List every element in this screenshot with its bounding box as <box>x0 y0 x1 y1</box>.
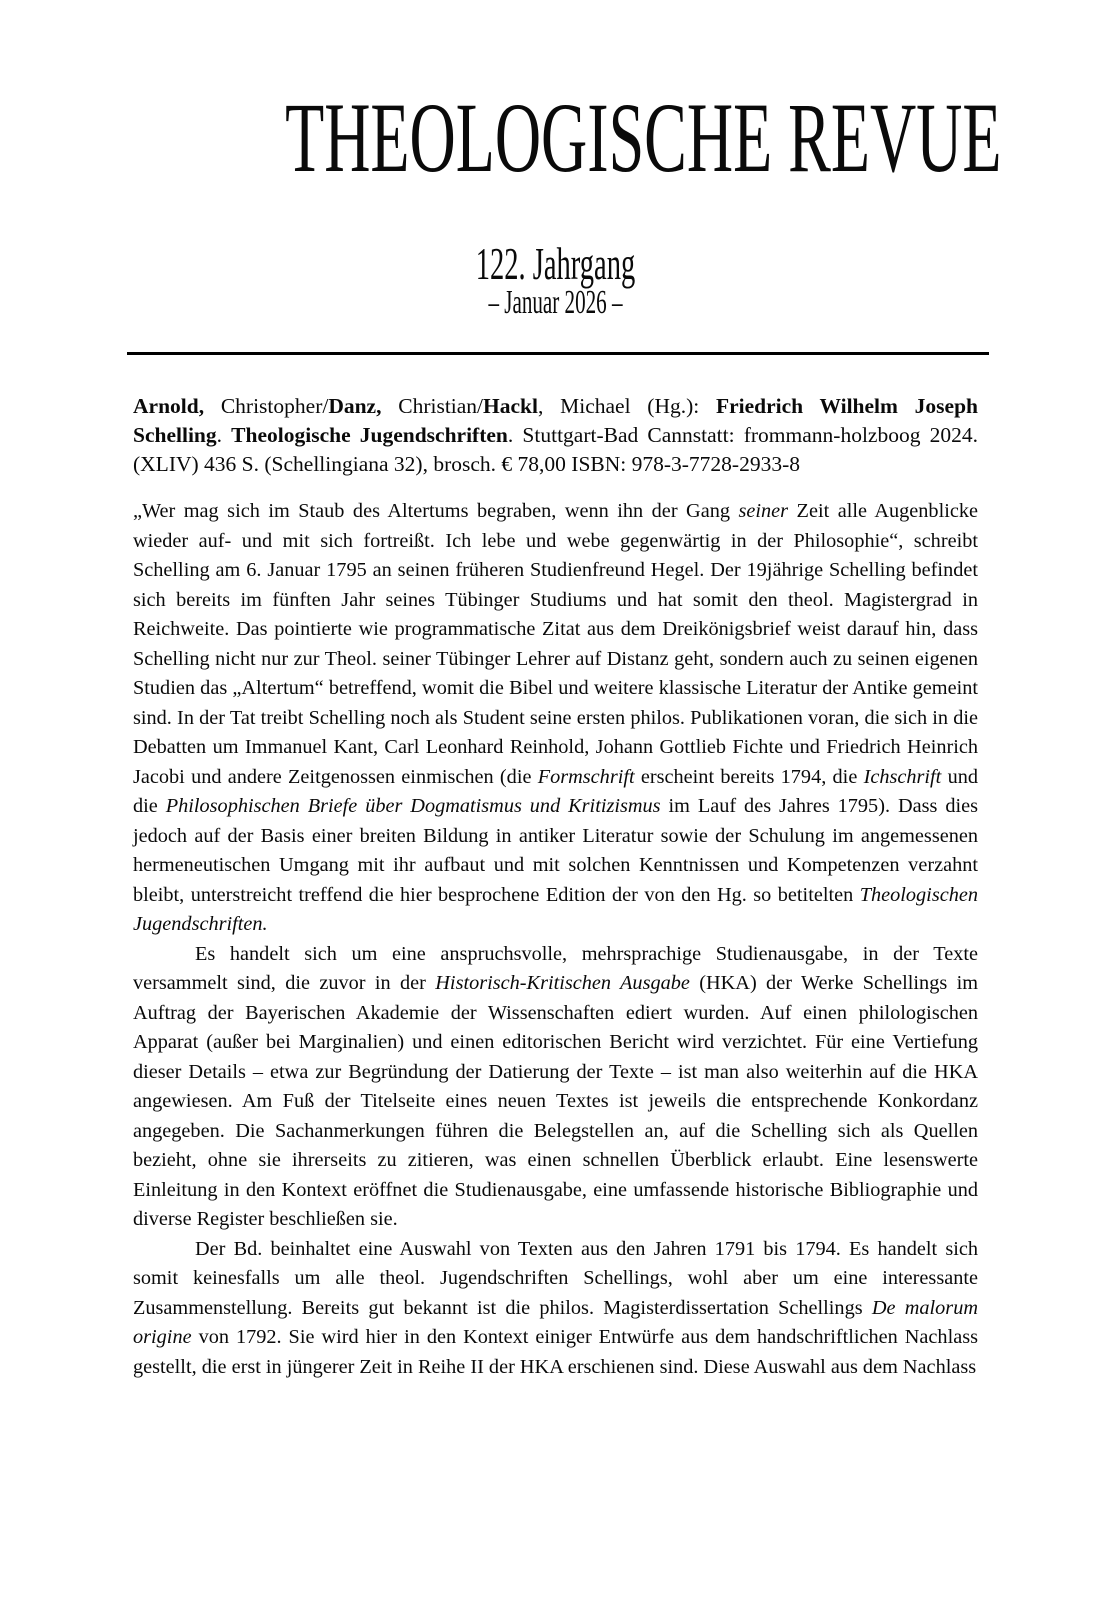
masthead <box>133 82 1002 321</box>
journal-title: THEOLOGISCHE REVUE <box>285 82 1002 193</box>
volume-line: 122. Jahrgang <box>475 238 636 289</box>
text-run: Danz, <box>328 394 382 418</box>
text-run: und die <box>133 765 978 817</box>
review-article <box>133 392 978 1382</box>
text-run: . Stuttgart-Bad Cannstatt: frommann-holzboog 2024. (XLIV) 436 S. (Schellingiana 32), brosch. € 78,00 ISBN: 978-3-7728-2933-8 <box>133 423 978 476</box>
review-paragraph-1 <box>133 497 978 940</box>
page-column <box>133 82 1002 1382</box>
text-run: . <box>216 423 232 447</box>
text-run: Philosophischen Briefe über Dogmatismus und Kritizismus <box>165 795 661 817</box>
text-run: Hackl <box>483 394 538 418</box>
text-run: erscheint bereits 1794, die <box>634 765 864 788</box>
text-run: Arnold, <box>133 394 205 418</box>
text-run: Theologischen Jugendschriften. <box>133 883 978 935</box>
text-run: Christian/ <box>381 394 484 418</box>
text-run: Friedrich Wilhelm Joseph Schelling <box>133 394 978 447</box>
text-run: Der Bd. beinhaltet eine Auswahl von Texten aus den Jahren 1791 bis 1794. Es handelt sich somit keinesfalls um alle theol. Jugendschriften Schellings, wohl aber um eine interessante Zusammenstellung. Bereits gut bekannt ist die philos. Magisterdissertation Schellings <box>133 1237 978 1319</box>
issue-date-line: – Januar 2026 – <box>488 284 623 321</box>
text-run: Es handelt sich um eine anspruchsvolle, mehrsprachige Studienausgabe, in der Texte versammelt sind, die zuvor in der <box>133 942 978 994</box>
text-run: Formschrift <box>537 765 635 788</box>
review-paragraph-3 <box>133 1235 978 1383</box>
text-run: Ichschrift <box>863 765 942 788</box>
text-run: , Michael (Hg.): <box>537 394 716 418</box>
text-run: Zeit alle Augenblicke wieder auf- und mit sich fortreißt. Ich lebe und webe gegenwärtig in der Philosophie“, schreibt Schelling am 6. Januar 1795 an seinen früheren Studienfreund Hegel. Der 19jährige Schelling befindet sich bereits im fünften Jahr seines Tübinger Studiums und hat somit den theol. Magistergrad in Reichweite. Das pointierte wie programmatische Zitat aus dem Dreikönigsbrief weist darauf hin, dass Schelling nicht nur zur Theol. seiner Tübinger Lehrer auf Distanz geht, sondern auch zu seinen eigenen Studien das „Altertum“ betreffend, womit die Bibel und weitere klassische Literatur der Antike gemeint sind. In der Tat treibt Schelling noch als Student seine ersten philos. Publikationen voran, die sich in die Debatten um Immanuel Kant, Carl Leonhard Reinhold, Johann Gottlieb Fichte und Friedrich Heinrich Jacobi und andere Zeitgenossen einmischen (die <box>133 500 978 788</box>
text-run: im Lauf des Jahres 1795). Dass dies jedoch auf der Basis einer breiten Bildung in antiker Literatur sowie der Schulung im angemessenen hermeneutischen Umgang mit ihr aufbaut und mit solchen Kenntnissen und Kompetenzen verzahnt bleibt, unterstreicht treffend die hier besprochene Edition der von den Hg. so betitelten <box>133 795 978 906</box>
masthead-divider <box>127 352 989 355</box>
text-run: von 1792. Sie wird hier in den Kontext einiger Entwürfe aus dem handschriftlichen Nachlass gestellt, die erst in jüngerer Zeit in Reihe II der HKA erschienen sind. Diese Auswahl aus dem Nachlass <box>133 1326 978 1378</box>
text-run: (HKA) der Werke Schellings im Auftrag der Bayerischen Akademie der Wissenschaften ediert wurden. Auf einen philologischen Apparat (außer bei Marginalien) und einen editorischen Bericht wird verzichtet. Für eine Vertiefung dieser Details – etwa zur Begründung der Datierung der Texte – ist man also weiterhin auf die HKA angewiesen. Am Fuß der Titelseite eines neuen Textes ist jeweils die entsprechende Konkordanz angegeben. Die Sachanmerkungen führen die Belegstellen an, auf die Schelling sich als Quellen bezieht, ohne sie ihrerseits zu zitieren, was einen schnellen Überblick erlaubt. Eine lesenswerte Einleitung in den Kontext eröffnet die Studienausgabe, eine umfassende historische Bibliographie und diverse Register beschließen sie. <box>133 972 978 1230</box>
text-run: Historisch-Kritischen Ausgabe <box>435 972 690 994</box>
bibliographic-citation <box>133 392 978 479</box>
text-run: Theologische Jugendschriften <box>231 423 508 447</box>
review-paragraph-2 <box>133 940 978 1235</box>
text-run: Christopher/ <box>204 394 329 418</box>
journal-page <box>0 82 1108 1603</box>
text-run: „Wer mag sich im Staub des Altertums begraben, wenn ihn der Gang <box>133 500 739 522</box>
text-run: seiner <box>738 500 789 522</box>
text-run: De malorum origine <box>133 1296 978 1348</box>
